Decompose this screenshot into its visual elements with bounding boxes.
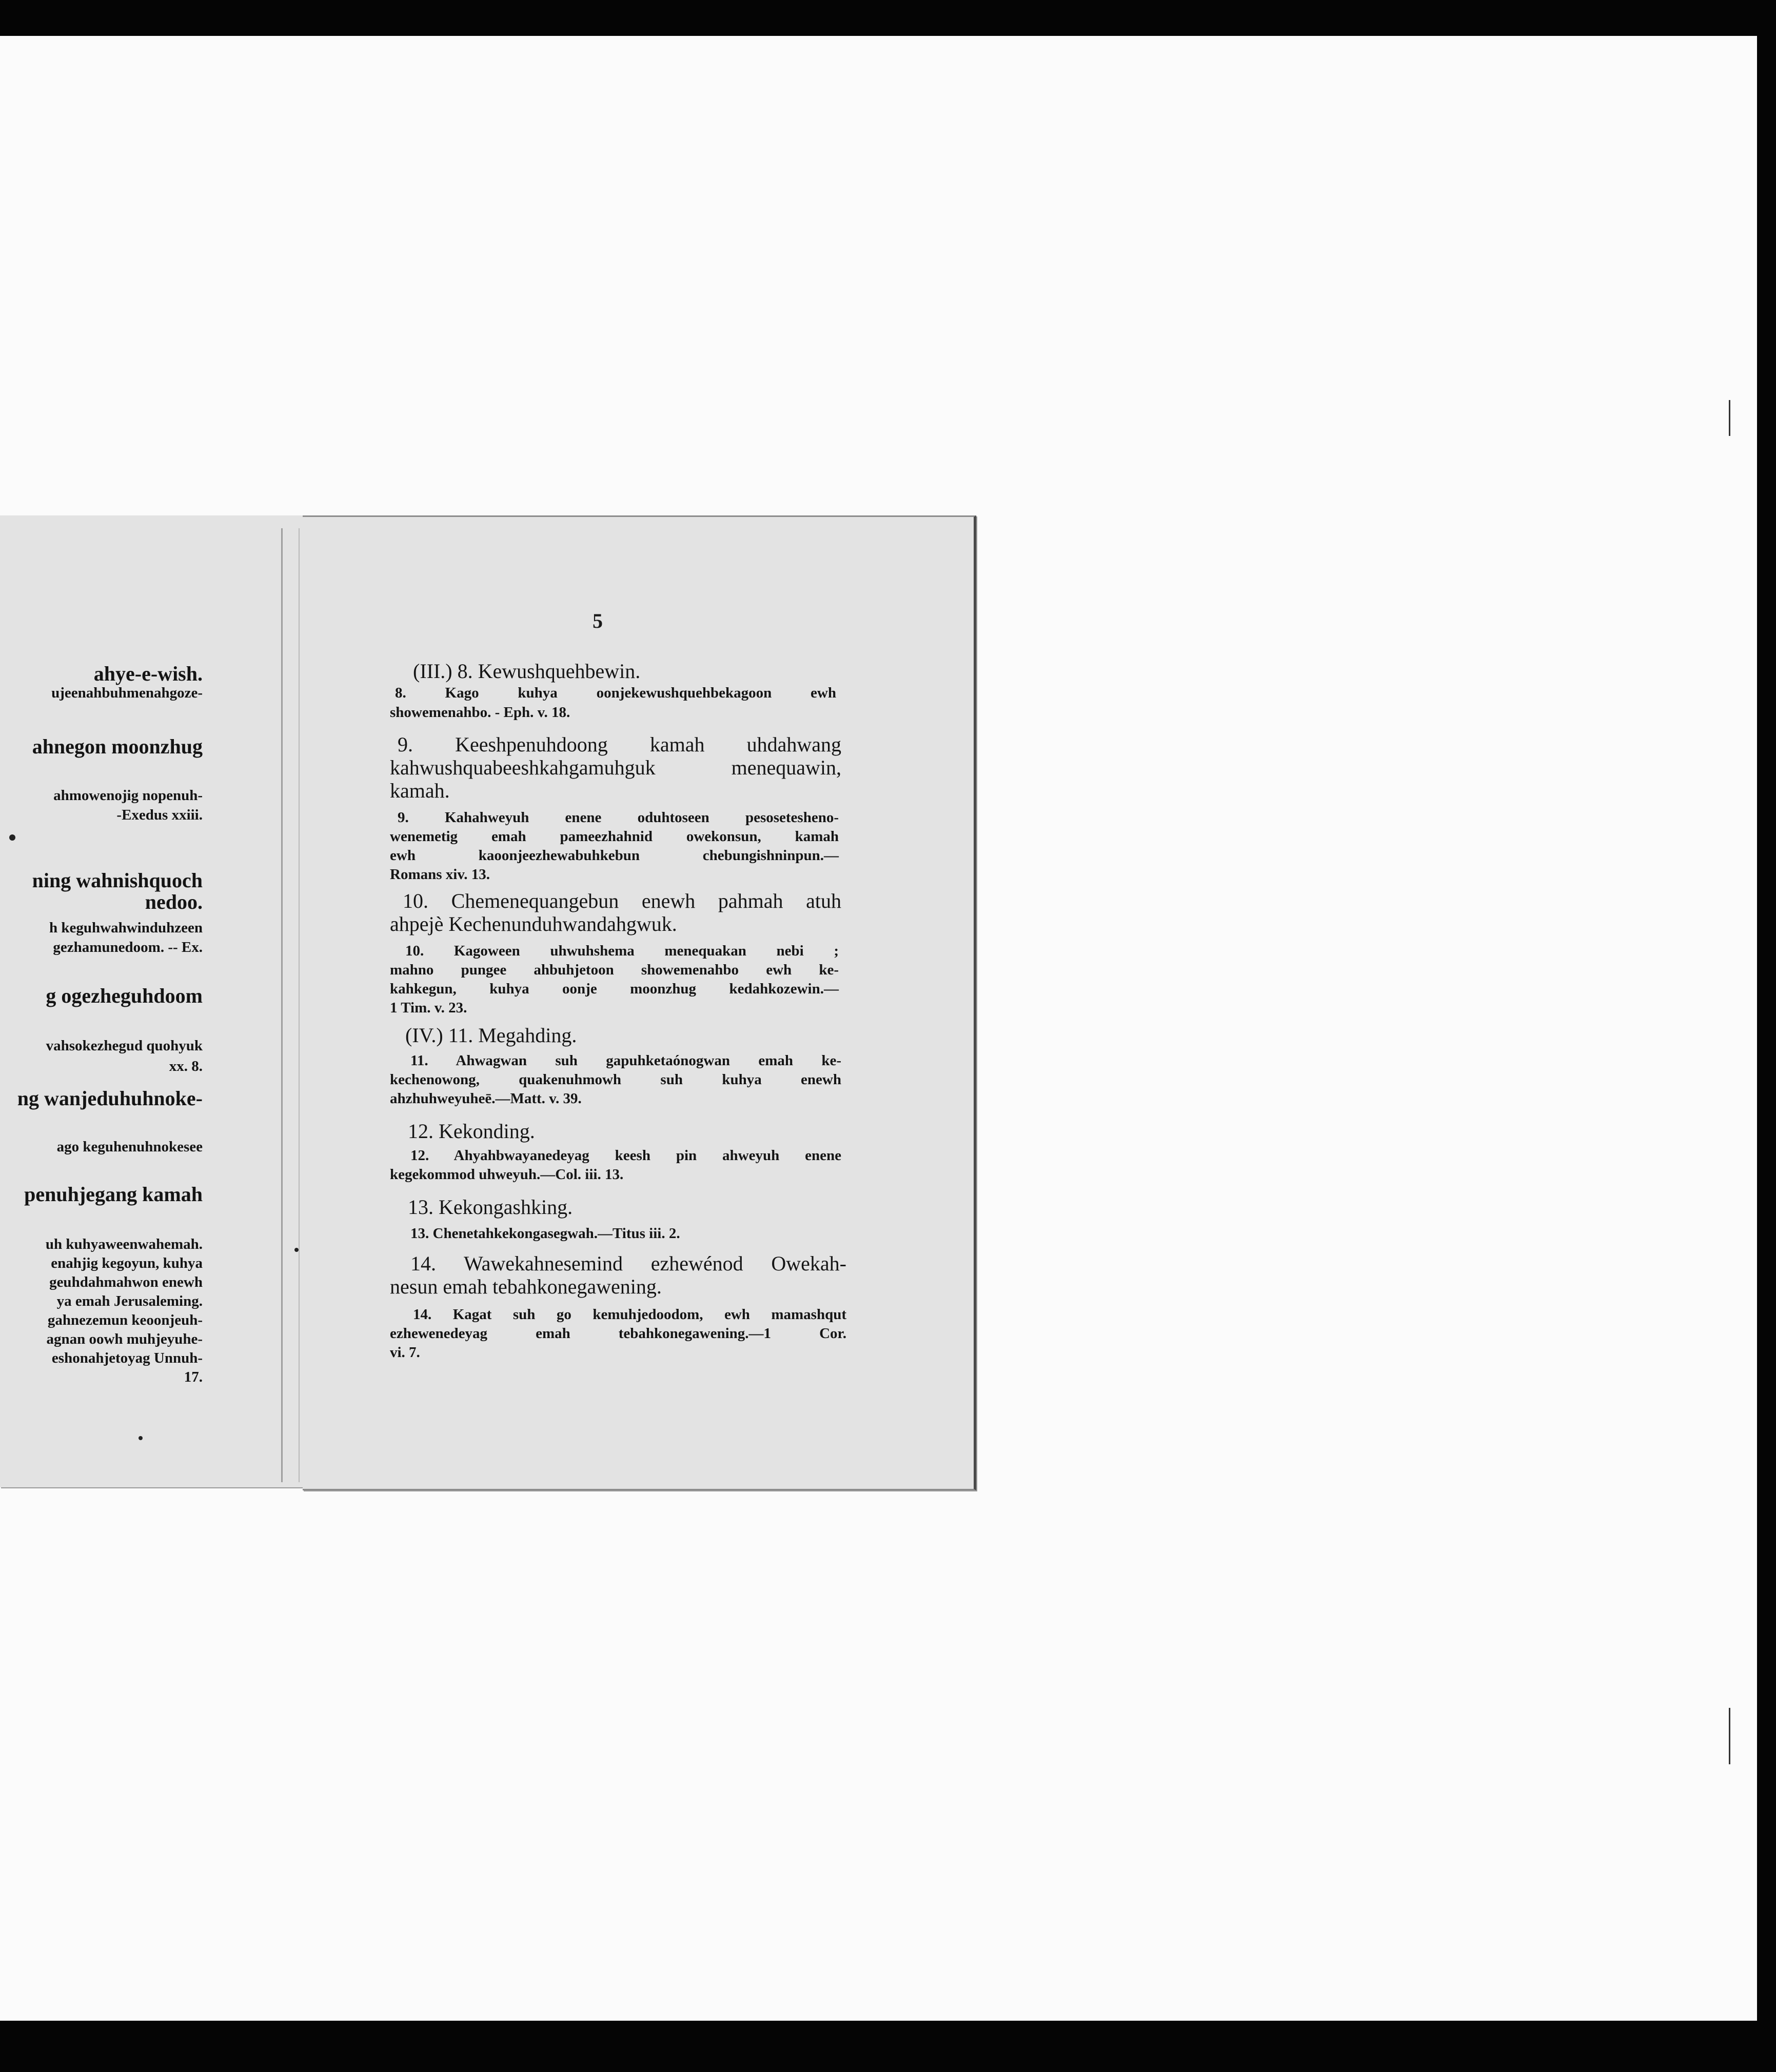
verse-line: 9. Kahahweyuh enene oduhtoseen pesosetesheno-: [398, 809, 839, 826]
section-heading: 9. Keeshpenuhdoong kamah uhdahwang: [398, 733, 841, 756]
ink-speck: [139, 1436, 143, 1440]
ink-speck: [294, 1248, 299, 1252]
verse-line: vi. 7.: [390, 1344, 420, 1361]
section-heading: kahwushquabeeshkahgamuhguk menequawin,: [390, 756, 841, 779]
section-heading: nesun emah tebahkonegawening.: [390, 1275, 662, 1298]
section-heading: 10. Chemenequangebun enewh pahmah atuh: [403, 889, 841, 912]
text-line: h keguhwahwinduhzeen: [49, 920, 203, 936]
text-line: -Exedus xxiii.: [116, 807, 203, 823]
text-line: uh kuhyaweenwahemah.: [45, 1236, 203, 1252]
section-heading: kamah.: [390, 779, 450, 802]
text-line: ning wahnishquoch: [32, 869, 203, 892]
section-heading: ahpejè Kechenunduhwandahgwuk.: [390, 912, 677, 935]
verse-line: mahno pungee ahbuhjetoon showemenahbo ewh ke-: [390, 962, 839, 978]
verse-line: 14. Kagat suh go kemuhjedoodom, ewh mamashqut: [413, 1306, 846, 1323]
verse-line: 11. Ahwagwan suh gapuhketaónogwan emah ke-: [410, 1052, 841, 1069]
page-fold: [299, 528, 300, 1482]
text-line: xx. 8.: [169, 1058, 203, 1074]
verse-line: 13. Chenetahkekongasegwah.—Titus iii. 2.: [410, 1225, 680, 1242]
text-line: ahye-e-wish.: [93, 662, 203, 685]
verse-line: wenemetig emah pameezhahnid owekonsun, kamah: [390, 828, 839, 845]
text-line: gezhamunedoom. -- Ex.: [53, 939, 203, 955]
text-line: ago keguhenuhnokesee: [56, 1139, 203, 1155]
text-line: agnan oowh muhjeyuhe-: [46, 1331, 203, 1347]
text-line: 17.: [184, 1369, 203, 1385]
verse-line: ewh kaoonjeezhewabuhkebun chebungishninpun.—: [390, 847, 839, 864]
text-line: geuhdahmahwon enewh: [49, 1274, 203, 1290]
text-line: ahmowenojig nopenuh-: [53, 787, 203, 804]
verse-line: 12. Ahyahbwayanedeyag keesh pin ahweyuh enene: [410, 1147, 841, 1164]
text-line: ng wanjeduhuhnoke-: [17, 1087, 203, 1110]
verse-line: kechenowong, quakenuhmowh suh kuhya enewh: [390, 1071, 841, 1088]
text-line: vahsokezhegud quohyuk: [46, 1038, 203, 1054]
verse-line: ezhewenedeyag emah tebahkonegawening.—1 Cor.: [390, 1325, 846, 1342]
ink-speck: [9, 834, 15, 841]
text-line: ya emah Jerusaleming.: [56, 1293, 203, 1309]
text-line: eshonahjetoyag Unnuh-: [51, 1350, 203, 1366]
section-heading: 12. Kekonding.: [408, 1120, 535, 1143]
sheet-edge-mark: [1729, 1708, 1730, 1764]
text-line: gahnezemun keoonjeuh-: [47, 1312, 203, 1328]
page-number: 5: [593, 609, 603, 632]
text-line: nedoo.: [145, 890, 203, 913]
verse-line: 10. Kagoween uhwuhshema menequakan nebi ;: [405, 943, 839, 959]
text-line: penuhjegang kamah: [24, 1183, 203, 1206]
section-heading: (III.) 8. Kewushquehbewin.: [413, 660, 641, 683]
section-heading: 13. Kekongashking.: [408, 1196, 573, 1219]
text-line: g ogezheguhdoom: [46, 984, 203, 1007]
verse-line: Romans xiv. 13.: [390, 866, 490, 883]
section-heading: 14. Wawekahnesemind ezhewénod Owekah-: [410, 1252, 846, 1275]
verse-line: ahzhuhweyuheē.—Matt. v. 39.: [390, 1090, 582, 1107]
verse-line: 1 Tim. v. 23.: [390, 1000, 467, 1016]
text-line: ahnegon moonzhug: [32, 735, 203, 758]
sheet-edge-mark: [1729, 400, 1730, 436]
verse-line: kahkegun, kuhya oonje moonzhug kedahkozewin.—: [390, 981, 839, 997]
verse-line: showemenahbo. - Eph. v. 18.: [390, 704, 570, 721]
verse-line: 8. Kago kuhya oonjekewushquehbekagoon ewh: [395, 685, 836, 701]
verse-line: kegekommod uhweyuh.—Col. iii. 13.: [390, 1166, 624, 1183]
page-fold: [281, 528, 283, 1482]
text-line: ujeenahbuhmenahgoze-: [51, 685, 203, 701]
text-line: enahjig kegoyun, kuhya: [51, 1255, 203, 1271]
section-heading: (IV.) 11. Megahding.: [405, 1024, 577, 1047]
